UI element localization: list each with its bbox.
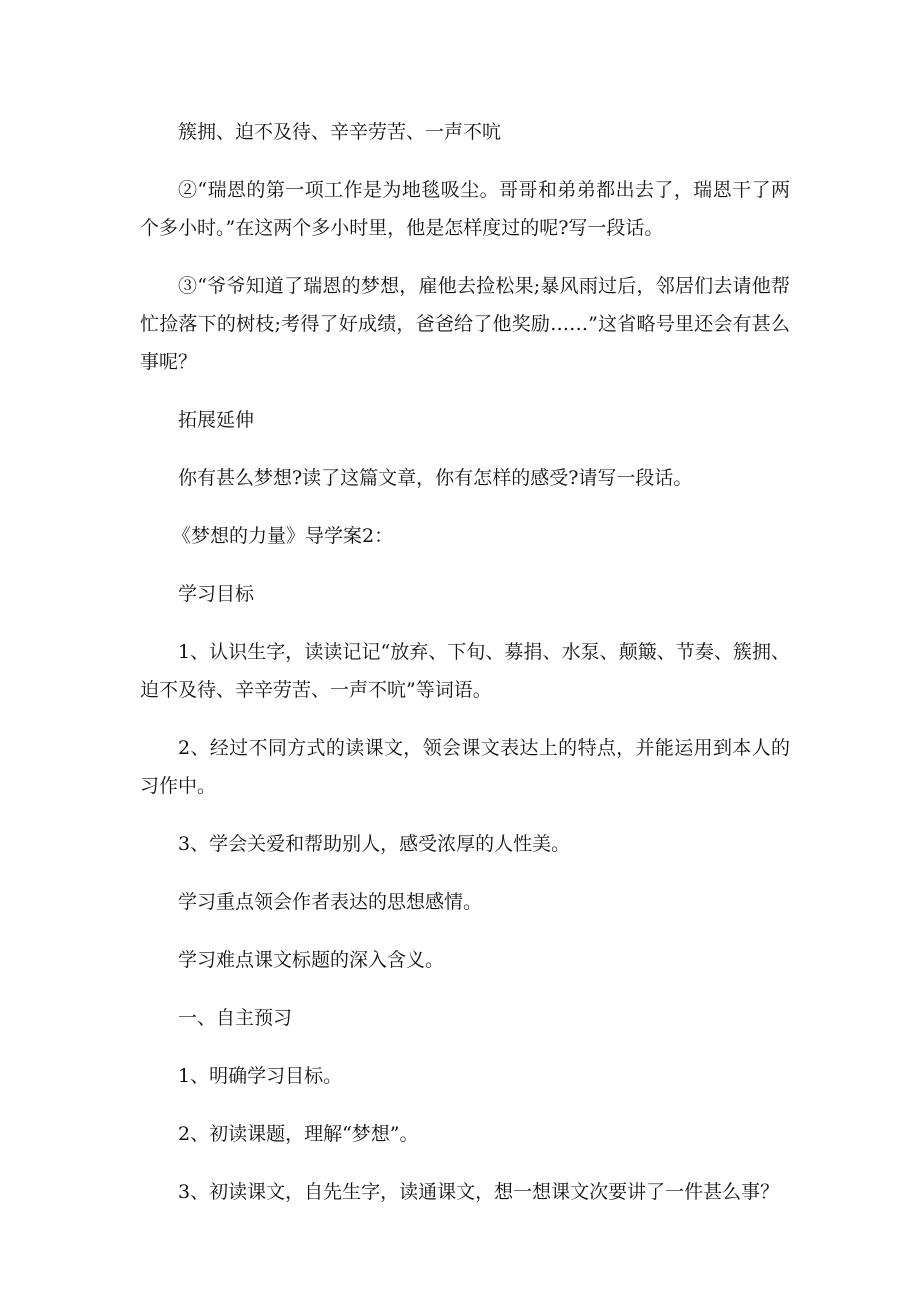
paragraph-difficulty: 学习难点课文标题的深入含义。 (178, 949, 445, 971)
paragraph-goal-1: 1、认识生字，读读记记“放弃、下旬、募捐、水泵、颠簸、节奏、簇拥、迫不及待、辛辛劳苦、一声不吭”等词语。 (140, 641, 790, 701)
paragraph-preview-2: 2、初读课题，理解“梦想”。 (178, 1123, 419, 1145)
paragraph-preview-1: 1、明确学习目标。 (178, 1065, 343, 1087)
section-heading-extension: 拓展延伸 (178, 409, 255, 431)
paragraph-word-list: 簇拥、迫不及待、辛辛劳苦、一声不吭 (178, 121, 502, 143)
section-heading-self-preview: 一、自主预习 (178, 1007, 293, 1029)
section-heading-learning-goals: 学习目标 (178, 583, 255, 605)
document-body (140, 113, 790, 1231)
paragraph-extension-task: 你有甚么梦想?读了这篇文章，你有怎样的感受?请写一段话。 (178, 467, 693, 489)
paragraph-goal-2: 2、经过不同方式的读课文，领会课文表达上的特点，并能运用到本人的习作中。 (140, 737, 790, 797)
paragraph-preview-3: 3、初读课文，自先生字，读通课文，想一想课文次要讲了一件甚么事？ (178, 1181, 780, 1203)
section-heading-guide-2: 《梦想的力量》导学案2： (172, 525, 394, 547)
paragraph-question-2: ②“瑞恩的第一项工作是为地毯吸尘。哥哥和弟弟都出去了，瑞恩干了两个多小时。”在这两个多小时里，他是怎样度过的呢?写一段话。 (140, 179, 790, 239)
paragraph-goal-3: 3、学会关爱和帮助别人，感受浓厚的人性美。 (178, 833, 571, 855)
paragraph-question-3: ③“爷爷知道了瑞恩的梦想，雇他去捡松果;暴风雨过后，邻居们去请他帮忙捡落下的树枝;考得了好成绩，爸爸给了他奖励……”这省略号里还会有甚么事呢？ (140, 275, 790, 373)
paragraph-key-point: 学习重点领会作者表达的思想感情。 (178, 891, 483, 913)
